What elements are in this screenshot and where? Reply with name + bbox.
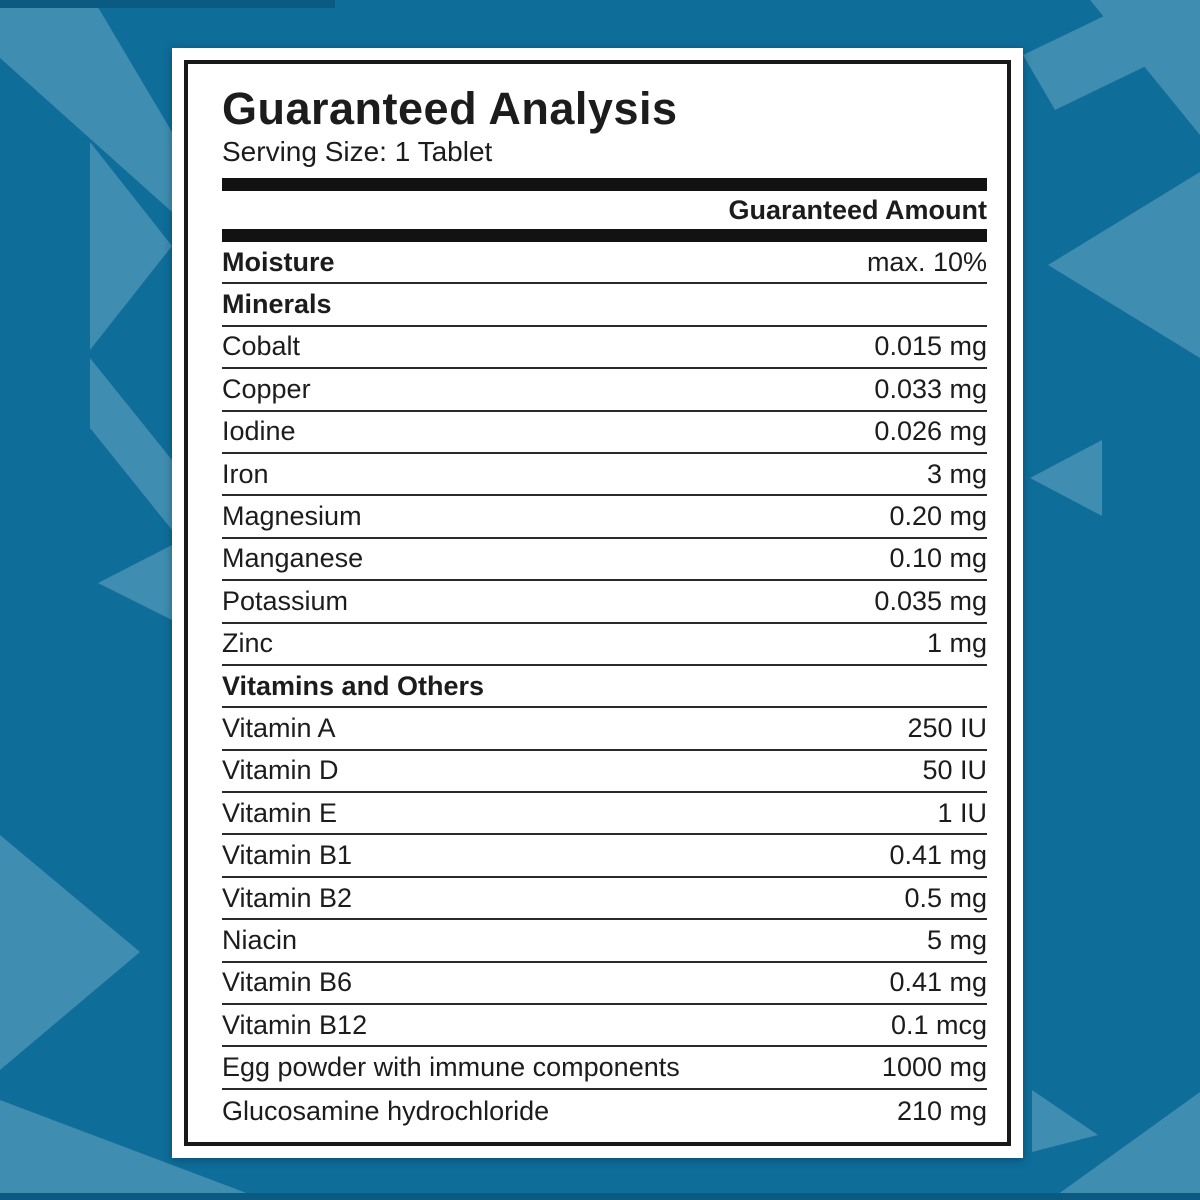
row-name: Minerals [222, 289, 332, 320]
analysis-label-card [172, 48, 1023, 1158]
row-name: Cobalt [222, 331, 301, 362]
row-name: Vitamins and Others [222, 670, 485, 701]
table-row [222, 708, 987, 750]
amount-column-header: Guaranteed Amount [728, 194, 987, 225]
table-row [222, 539, 987, 581]
row-value: 1 IU [937, 797, 987, 828]
row-value: 0.015 mg [874, 331, 987, 362]
row-value: 0.5 mg [904, 882, 987, 913]
row-name: Magnesium [222, 501, 362, 532]
table-row [222, 369, 987, 411]
row-value: 0.41 mg [889, 967, 987, 998]
row-name: Potassium [222, 585, 349, 616]
serving-size-text: Serving Size: 1 Tablet [222, 136, 493, 167]
table-row [222, 581, 987, 623]
row-value: 0.41 mg [889, 840, 987, 871]
table-row [222, 878, 987, 920]
row-name: Vitamin E [222, 797, 338, 828]
row-value: 0.1 mcg [890, 1009, 987, 1040]
section-header-row [222, 666, 987, 708]
row-name: Vitamin A [222, 712, 336, 743]
row-name: Copper [222, 373, 311, 404]
row-name: Manganese [222, 543, 364, 574]
accent-strip-top [0, 0, 335, 8]
table-row [222, 242, 987, 284]
row-name: Vitamin B2 [222, 882, 353, 913]
table-row [222, 412, 987, 454]
row-value: 5 mg [926, 924, 987, 955]
row-value: 50 IU [922, 755, 987, 786]
divider-thick-bottom [222, 229, 987, 242]
row-name: Iodine [222, 416, 296, 447]
row-value: 210 mg [896, 1095, 987, 1126]
row-value: 0.026 mg [874, 416, 987, 447]
row-name: Iron [222, 458, 269, 489]
table-row [222, 963, 987, 1005]
row-name: Vitamin B6 [222, 967, 353, 998]
row-name: Zinc [222, 628, 274, 659]
row-value: 250 IU [907, 712, 987, 743]
row-value: max. 10% [866, 246, 987, 277]
row-name: Vitamin B1 [222, 840, 353, 871]
table-row [222, 1090, 987, 1132]
table-row [222, 1047, 987, 1089]
row-value: 3 mg [926, 458, 987, 489]
row-name: Vitamin B12 [222, 1009, 368, 1040]
row-value: 0.035 mg [874, 585, 987, 616]
row-value: 0.10 mg [889, 543, 987, 574]
row-value: 0.033 mg [874, 373, 987, 404]
table-row [222, 496, 987, 538]
row-value: 1000 mg [881, 1052, 987, 1083]
accent-strip-bottom [0, 1193, 1200, 1200]
table-row [222, 327, 987, 369]
row-name: Glucosamine hydrochloride [222, 1095, 550, 1126]
table-row [222, 793, 987, 835]
row-name: Vitamin D [222, 755, 339, 786]
table-row [222, 751, 987, 793]
row-name: Moisture [222, 246, 335, 277]
row-name: Niacin [222, 924, 298, 955]
table-row [222, 835, 987, 877]
page-title: Guaranteed Analysis [222, 83, 678, 134]
section-header-row [222, 284, 987, 326]
table-row [222, 920, 987, 962]
table-row [222, 454, 987, 496]
label-border-box [184, 60, 1011, 1146]
divider-thick-top [222, 178, 987, 191]
row-name: Egg powder with immune components [222, 1052, 680, 1083]
row-value: 1 mg [926, 628, 987, 659]
table-row [222, 624, 987, 666]
table-row [222, 1005, 987, 1047]
row-value: 0.20 mg [889, 501, 987, 532]
analysis-table [222, 242, 987, 1132]
